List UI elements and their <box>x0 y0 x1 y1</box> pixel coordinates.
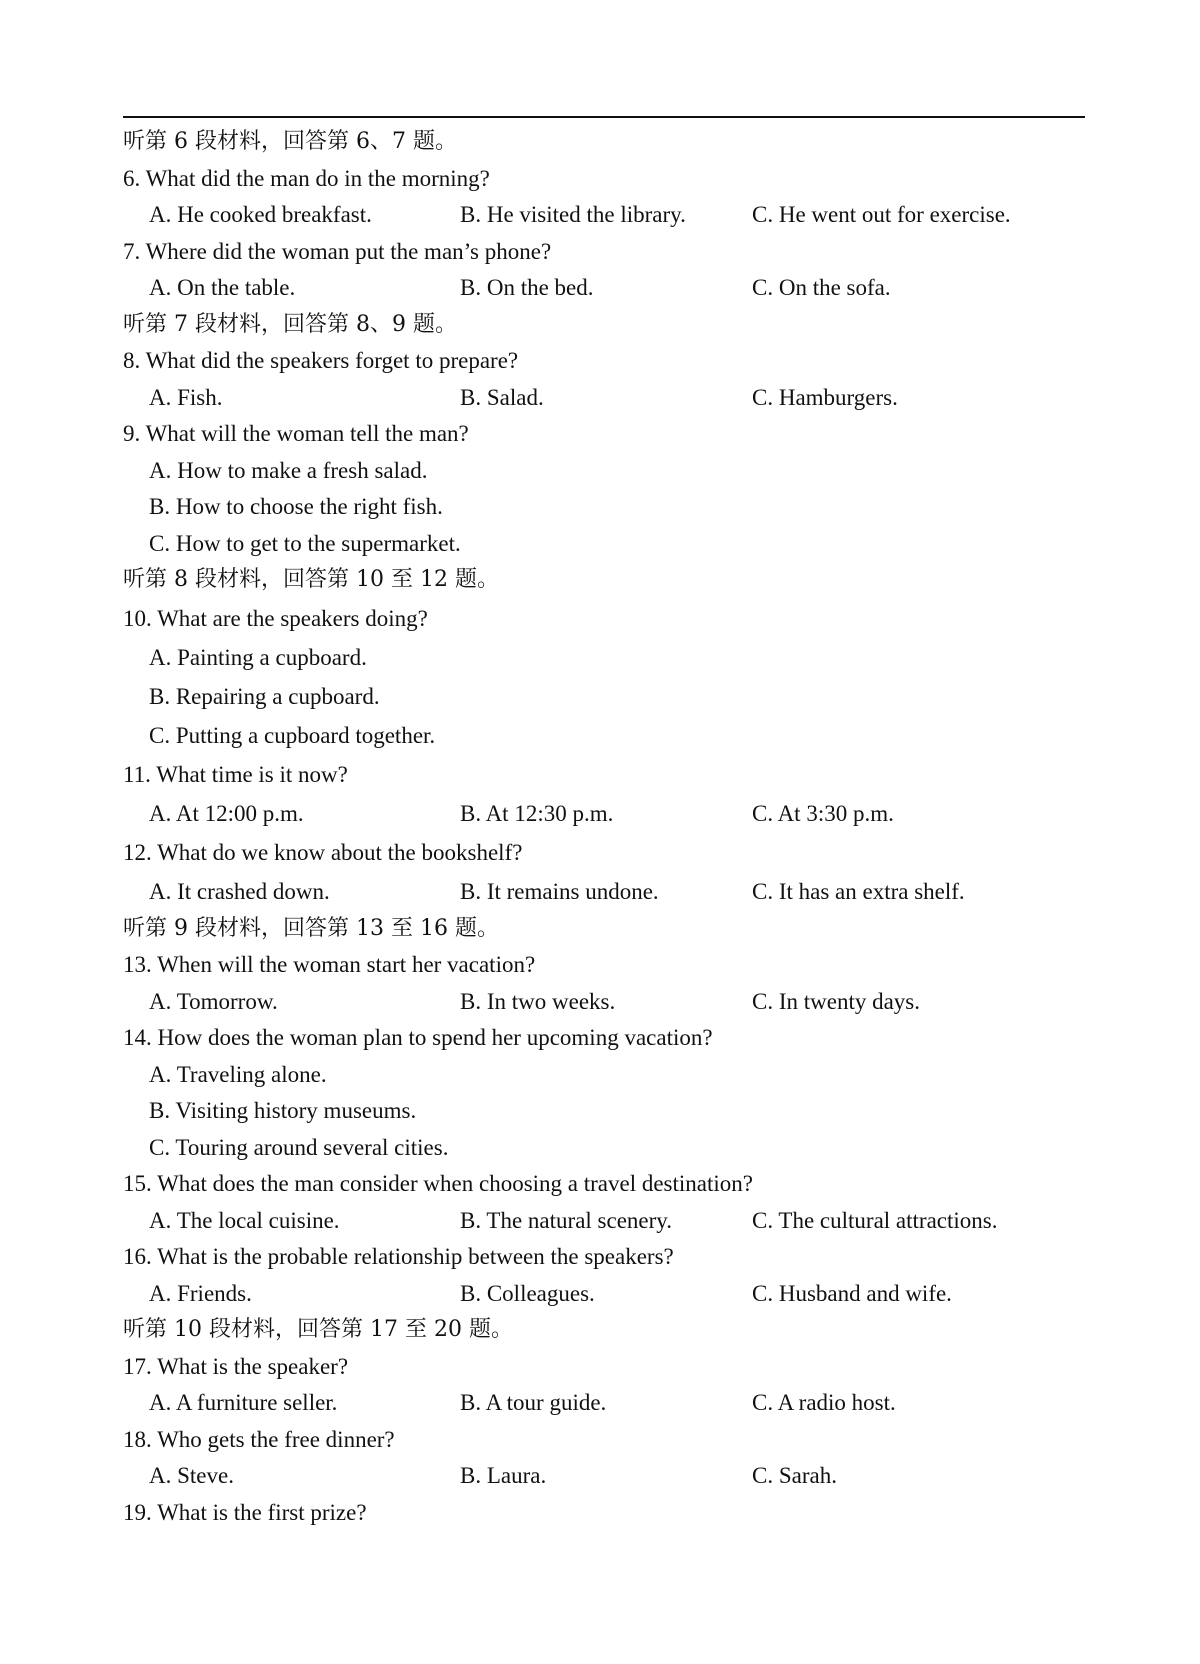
question-text: 15. What does the man consider when choosing a travel destination? <box>123 1171 753 1196</box>
question <box>123 1020 1085 1057</box>
option-line <box>123 716 1085 755</box>
option-c: C. On the sofa. <box>752 275 891 300</box>
option-text: B. Repairing a cupboard. <box>149 683 380 709</box>
question-text: 13. When will the woman start her vacation? <box>123 952 536 977</box>
question-text: 8. What did the speakers forget to prepare? <box>123 348 519 373</box>
option-c: C. Husband and wife. <box>752 1280 952 1306</box>
option-c: C. The cultural attractions. <box>752 1207 998 1233</box>
option-a: A. It crashed down. <box>149 878 330 904</box>
options-row <box>123 1203 1085 1240</box>
question <box>123 755 1085 794</box>
options-row <box>123 872 1085 911</box>
options-row <box>123 794 1085 833</box>
option-a: A. Tomorrow. <box>149 988 278 1014</box>
option-b: B. Laura. <box>460 1463 547 1488</box>
question-text: 9. What will the woman tell the man? <box>123 421 469 446</box>
option-a: A. Friends. <box>149 1280 252 1306</box>
section-header <box>123 1312 1085 1349</box>
option-c: C. At 3:30 p.m. <box>752 800 894 826</box>
option-a: A. On the table. <box>149 275 296 300</box>
question-text: 16. What is the probable relationship between the speakers? <box>123 1244 674 1269</box>
option-a: A. Steve. <box>149 1463 234 1488</box>
question-text: 10. What are the speakers doing? <box>123 605 428 631</box>
question <box>123 234 1085 271</box>
option-line <box>123 526 1085 563</box>
option-line <box>123 1130 1085 1167</box>
option-a: A. At 12:00 p.m. <box>149 800 304 826</box>
question <box>123 416 1085 453</box>
options-row <box>123 984 1085 1021</box>
options-row <box>123 270 1085 307</box>
option-a: A. A furniture seller. <box>149 1390 338 1415</box>
option-line <box>123 638 1085 677</box>
section-header-text: 听第 8 段材料，回答第 10 至 12 题。 <box>123 567 499 592</box>
question <box>123 1239 1085 1276</box>
question-list <box>123 124 1085 1531</box>
question <box>123 1349 1085 1386</box>
section-header-text: 听第 9 段材料，回答第 13 至 16 题。 <box>123 915 499 941</box>
section-header-text: 听第 10 段材料，回答第 17 至 20 题。 <box>123 1317 513 1342</box>
option-text: A. Painting a cupboard. <box>149 644 367 670</box>
section-header <box>123 562 1085 599</box>
question <box>123 1422 1085 1459</box>
option-a: A. He cooked breakfast. <box>149 202 372 227</box>
question-text: 7. Where did the woman put the man’s phone? <box>123 238 552 264</box>
question-text: 6. What did the man do in the morning? <box>123 165 490 191</box>
option-c: C. Sarah. <box>752 1463 837 1488</box>
option-line <box>123 489 1085 526</box>
option-b: B. A tour guide. <box>460 1390 607 1415</box>
option-line <box>123 677 1085 716</box>
option-b: B. On the bed. <box>460 275 594 300</box>
option-text: B. Visiting history museums. <box>149 1098 417 1123</box>
option-text: A. How to make a fresh salad. <box>149 457 428 483</box>
question-text: 12. What do we know about the bookshelf? <box>123 839 523 865</box>
option-b: B. Colleagues. <box>460 1280 595 1306</box>
options-row <box>123 1458 1085 1495</box>
option-b: B. In two weeks. <box>460 988 616 1014</box>
question-text: 17. What is the speaker? <box>123 1353 349 1379</box>
question-text: 11. What time is it now? <box>123 761 348 787</box>
options-row <box>123 1276 1085 1313</box>
option-c: C. In twenty days. <box>752 988 921 1014</box>
option-line <box>123 1057 1085 1094</box>
option-line <box>123 453 1085 490</box>
options-row <box>123 380 1085 417</box>
option-text: A. Traveling alone. <box>149 1061 327 1087</box>
top-rule <box>123 116 1085 118</box>
option-b: B. The natural scenery. <box>460 1207 673 1233</box>
option-b: B. It remains undone. <box>460 878 659 904</box>
section-header <box>123 911 1085 948</box>
option-text: B. How to choose the right fish. <box>149 494 443 519</box>
option-c: C. A radio host. <box>752 1390 896 1415</box>
question-text: 14. How does the woman plan to spend her upcoming vacation? <box>123 1025 713 1050</box>
options-row <box>123 1385 1085 1422</box>
options-row <box>123 197 1085 234</box>
option-b: B. He visited the library. <box>460 202 686 227</box>
question <box>123 343 1085 380</box>
question <box>123 599 1085 638</box>
question <box>123 947 1085 984</box>
option-text: C. Putting a cupboard together. <box>149 722 436 748</box>
question <box>123 1495 1085 1532</box>
option-b: B. At 12:30 p.m. <box>460 800 614 826</box>
option-a: A. The local cuisine. <box>149 1207 340 1233</box>
section-header <box>123 307 1085 344</box>
option-b: B. Salad. <box>460 384 544 410</box>
question-text: 19. What is the first prize? <box>123 1499 367 1525</box>
option-c: C. He went out for exercise. <box>752 202 1011 227</box>
section-header-text: 听第 7 段材料，回答第 8、9 题。 <box>123 311 457 337</box>
question-text: 18. Who gets the free dinner? <box>123 1426 395 1452</box>
option-text: C. Touring around several cities. <box>149 1134 449 1160</box>
question <box>123 833 1085 872</box>
section-header <box>123 124 1085 161</box>
option-a: A. Fish. <box>149 384 223 410</box>
option-c: C. Hamburgers. <box>752 384 898 410</box>
section-header-text: 听第 6 段材料，回答第 6、7 题。 <box>123 129 457 154</box>
question <box>123 161 1085 198</box>
question <box>123 1166 1085 1203</box>
option-c: C. It has an extra shelf. <box>752 878 965 904</box>
option-text: C. How to get to the supermarket. <box>149 530 461 556</box>
option-line <box>123 1093 1085 1130</box>
